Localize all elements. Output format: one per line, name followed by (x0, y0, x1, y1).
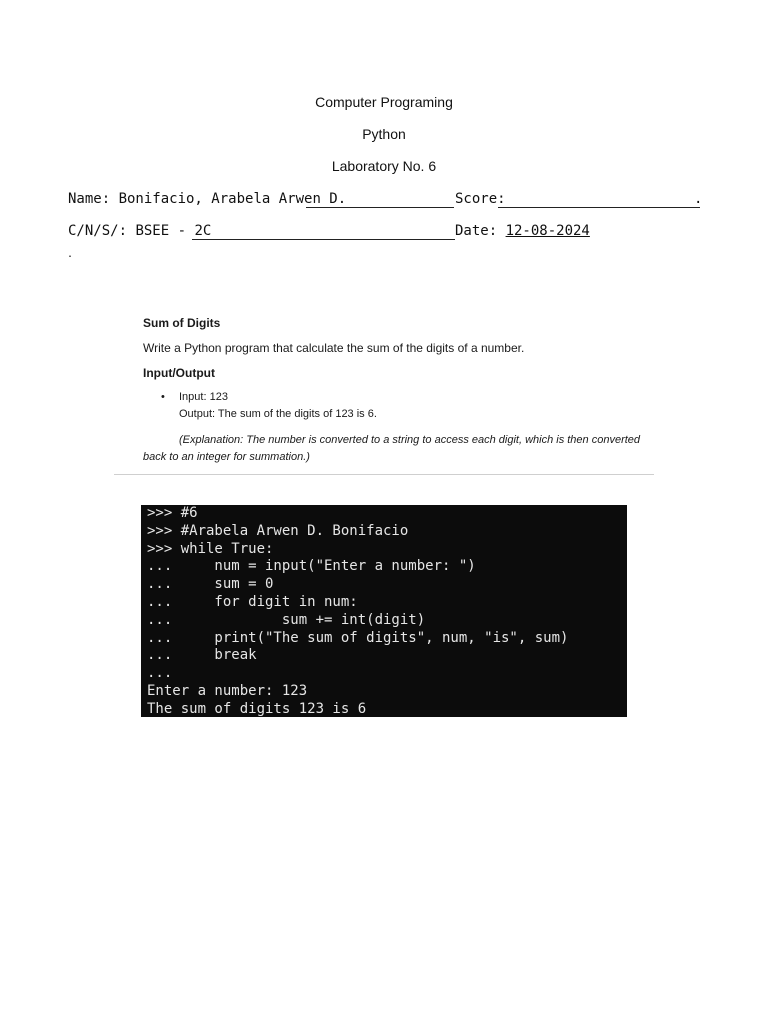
console-line: ... break (147, 647, 257, 664)
bullet-icon: • (161, 391, 165, 403)
score-field (455, 190, 506, 208)
explanation: (Explanation: The number is converted to a string to access each digit, which is then converted back to an integer for summation.) (143, 434, 641, 463)
name-value: Bonifacio, Arabela Arwen D. (118, 191, 347, 207)
console-line: The sum of digits 123 is 6 (147, 700, 367, 717)
score-label: Score: (455, 191, 506, 207)
console-line: ... sum = 0 (147, 576, 274, 593)
task-description: Write a Python program that calculate the sum of the digits of a number. (143, 341, 525, 355)
cns-value: BSEE - 2C (135, 223, 212, 239)
cns-underline (192, 239, 455, 240)
cns-label: C/N/S/: (68, 223, 136, 239)
console-line: ... (147, 665, 173, 682)
score-underline (498, 207, 700, 208)
language-title: Python (362, 126, 406, 142)
console-line: >>> #6 (147, 505, 198, 521)
date-value: 12-08-2024 (505, 223, 590, 239)
console-line: >>> while True: (147, 540, 274, 557)
score-period: . (694, 191, 703, 207)
date-field (455, 222, 590, 240)
console-line: ... sum += int(digit) (147, 611, 426, 628)
console-line: ... num = input("Enter a number: ") (147, 558, 476, 575)
name-field (68, 190, 346, 208)
date-label: Date: (455, 223, 506, 239)
task-description-image (114, 310, 654, 475)
io-heading: Input/Output (143, 366, 215, 380)
cns-field (68, 222, 211, 240)
example-input: Input: 123 (179, 391, 228, 403)
console-line: ... print("The sum of digits", num, "is", sum) (147, 629, 569, 646)
python-console (141, 505, 627, 717)
name-underline (306, 207, 454, 208)
console-line: >>> #Arabela Arwen D. Bonifacio (147, 522, 409, 539)
lab-title: Laboratory No. 6 (331, 158, 437, 174)
name-label: Name: (68, 191, 119, 207)
console-line: ... for digit in num: (147, 593, 358, 610)
stray-mark: . (67, 249, 74, 260)
course-title: Computer Programing (315, 94, 453, 110)
console-line: Enter a number: 123 (147, 682, 308, 699)
task-title: Sum of Digits (143, 316, 221, 330)
example-output: Output: The sum of the digits of 123 is 6. (179, 408, 377, 420)
